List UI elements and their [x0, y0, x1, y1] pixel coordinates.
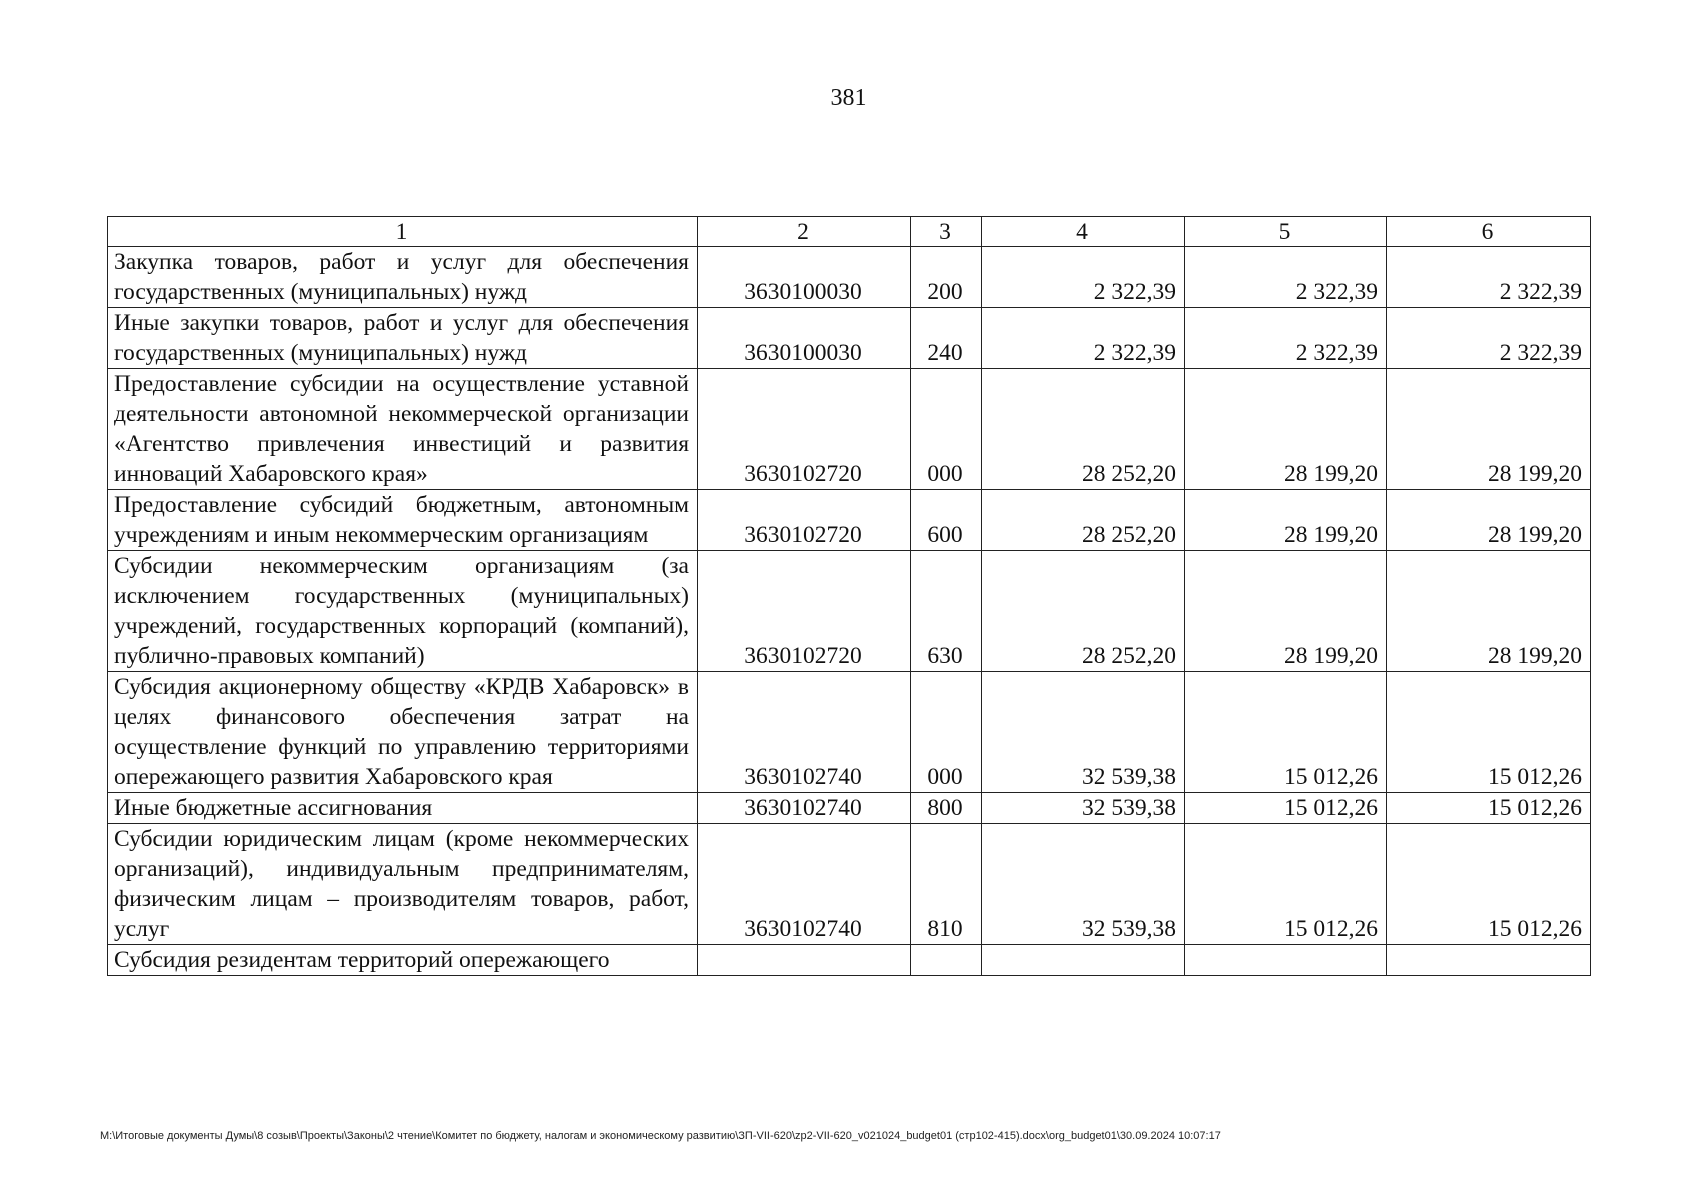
- row-expense-type: 000: [911, 369, 982, 490]
- row-amount-5: 2 322,39: [1185, 308, 1387, 369]
- row-name: Субсидия резидентам территорий опережающего: [108, 945, 698, 976]
- row-amount-4: 2 322,39: [982, 247, 1185, 308]
- table-row: [108, 369, 1591, 490]
- row-name: Иные бюджетные ассигнования: [108, 793, 698, 824]
- row-amount-6: 2 322,39: [1387, 247, 1591, 308]
- row-expense-type: 630: [911, 551, 982, 672]
- budget-table: [107, 216, 1591, 976]
- row-amount-5: 15 012,26: [1185, 672, 1387, 793]
- row-expense-type: 800: [911, 793, 982, 824]
- table-row: [108, 308, 1591, 369]
- row-amount-6: 15 012,26: [1387, 672, 1591, 793]
- row-amount-5: 2 322,39: [1185, 247, 1387, 308]
- row-target-code: 3630102740: [698, 672, 911, 793]
- column-header: 4: [982, 217, 1185, 247]
- document-path-footer: M:\Итоговые документы Думы\8 созыв\Проекты\Законы\2 чтение\Комитет по бюджету, налогам и экономическому развитию\ЗП-VII-620\zp2-VII-620_v021024_budget01 (стр102-415).docx\org_budget01\30.09.2024 10:07:17: [100, 1130, 1221, 1142]
- row-expense-type: 000: [911, 672, 982, 793]
- row-amount-6: 28 199,20: [1387, 551, 1591, 672]
- row-name: Субсидия акционерному обществу «КРДВ Хабаровск» в целях финансового обеспечения затрат на осуществление функций по управлению территориями опережающего развития Хабаровского края: [108, 672, 698, 793]
- row-name: Предоставление субсидий бюджетным, автономным учреждениям и иным некоммерческим организациям: [108, 490, 698, 551]
- row-amount-5: 28 199,20: [1185, 551, 1387, 672]
- table-header-row: [108, 217, 1591, 247]
- row-expense-type: 810: [911, 824, 982, 945]
- page-number: 381: [830, 85, 867, 111]
- row-name: Субсидии некоммерческим организациям (за исключением государственных (муниципальных) учреждений, государственных корпораций (компаний), публично-правовых компаний): [108, 551, 698, 672]
- row-amount-6: 15 012,26: [1387, 793, 1591, 824]
- row-name: Предоставление субсидии на осуществление уставной деятельности автономной некоммерческой организации «Агентство привлечения инвестиций и развития инноваций Хабаровского края»: [108, 369, 698, 490]
- row-name: Закупка товаров, работ и услуг для обеспечения государственных (муниципальных) нужд: [108, 247, 698, 308]
- table-row: [108, 793, 1591, 824]
- row-target-code: 3630100030: [698, 308, 911, 369]
- row-expense-type: 200: [911, 247, 982, 308]
- row-target-code: 3630102720: [698, 369, 911, 490]
- row-amount-6: 28 199,20: [1387, 490, 1591, 551]
- row-amount-6: 15 012,26: [1387, 824, 1591, 945]
- row-target-code: 3630100030: [698, 247, 911, 308]
- row-name: Субсидии юридическим лицам (кроме некоммерческих организаций), индивидуальным предпринимателям, физическим лицам – производителям товаров, работ, услуг: [108, 824, 698, 945]
- table-row: [108, 824, 1591, 945]
- row-amount-4: 28 252,20: [982, 369, 1185, 490]
- row-amount-5: 15 012,26: [1185, 793, 1387, 824]
- row-amount-5: 15 012,26: [1185, 824, 1387, 945]
- row-expense-type: [911, 945, 982, 976]
- column-header: 3: [911, 217, 982, 247]
- row-amount-4: [982, 945, 1185, 976]
- row-expense-type: 600: [911, 490, 982, 551]
- row-target-code: 3630102740: [698, 793, 911, 824]
- row-amount-4: 2 322,39: [982, 308, 1185, 369]
- table-row: [108, 490, 1591, 551]
- column-header: 2: [698, 217, 911, 247]
- column-header: 6: [1387, 217, 1591, 247]
- row-name: Иные закупки товаров, работ и услуг для обеспечения государственных (муниципальных) нужд: [108, 308, 698, 369]
- row-amount-6: 28 199,20: [1387, 369, 1591, 490]
- row-amount-5: 28 199,20: [1185, 369, 1387, 490]
- row-target-code: 3630102720: [698, 490, 911, 551]
- row-target-code: [698, 945, 911, 976]
- row-amount-4: 28 252,20: [982, 551, 1185, 672]
- row-amount-4: 28 252,20: [982, 490, 1185, 551]
- row-amount-4: 32 539,38: [982, 824, 1185, 945]
- row-amount-6: 2 322,39: [1387, 308, 1591, 369]
- row-amount-6: [1387, 945, 1591, 976]
- column-header: 1: [108, 217, 698, 247]
- row-target-code: 3630102740: [698, 824, 911, 945]
- table-row: [108, 551, 1591, 672]
- row-expense-type: 240: [911, 308, 982, 369]
- column-header: 5: [1185, 217, 1387, 247]
- row-target-code: 3630102720: [698, 551, 911, 672]
- table-row: [108, 672, 1591, 793]
- row-amount-4: 32 539,38: [982, 672, 1185, 793]
- table-row: [108, 945, 1591, 976]
- row-amount-5: [1185, 945, 1387, 976]
- table-row: [108, 247, 1591, 308]
- row-amount-4: 32 539,38: [982, 793, 1185, 824]
- row-amount-5: 28 199,20: [1185, 490, 1387, 551]
